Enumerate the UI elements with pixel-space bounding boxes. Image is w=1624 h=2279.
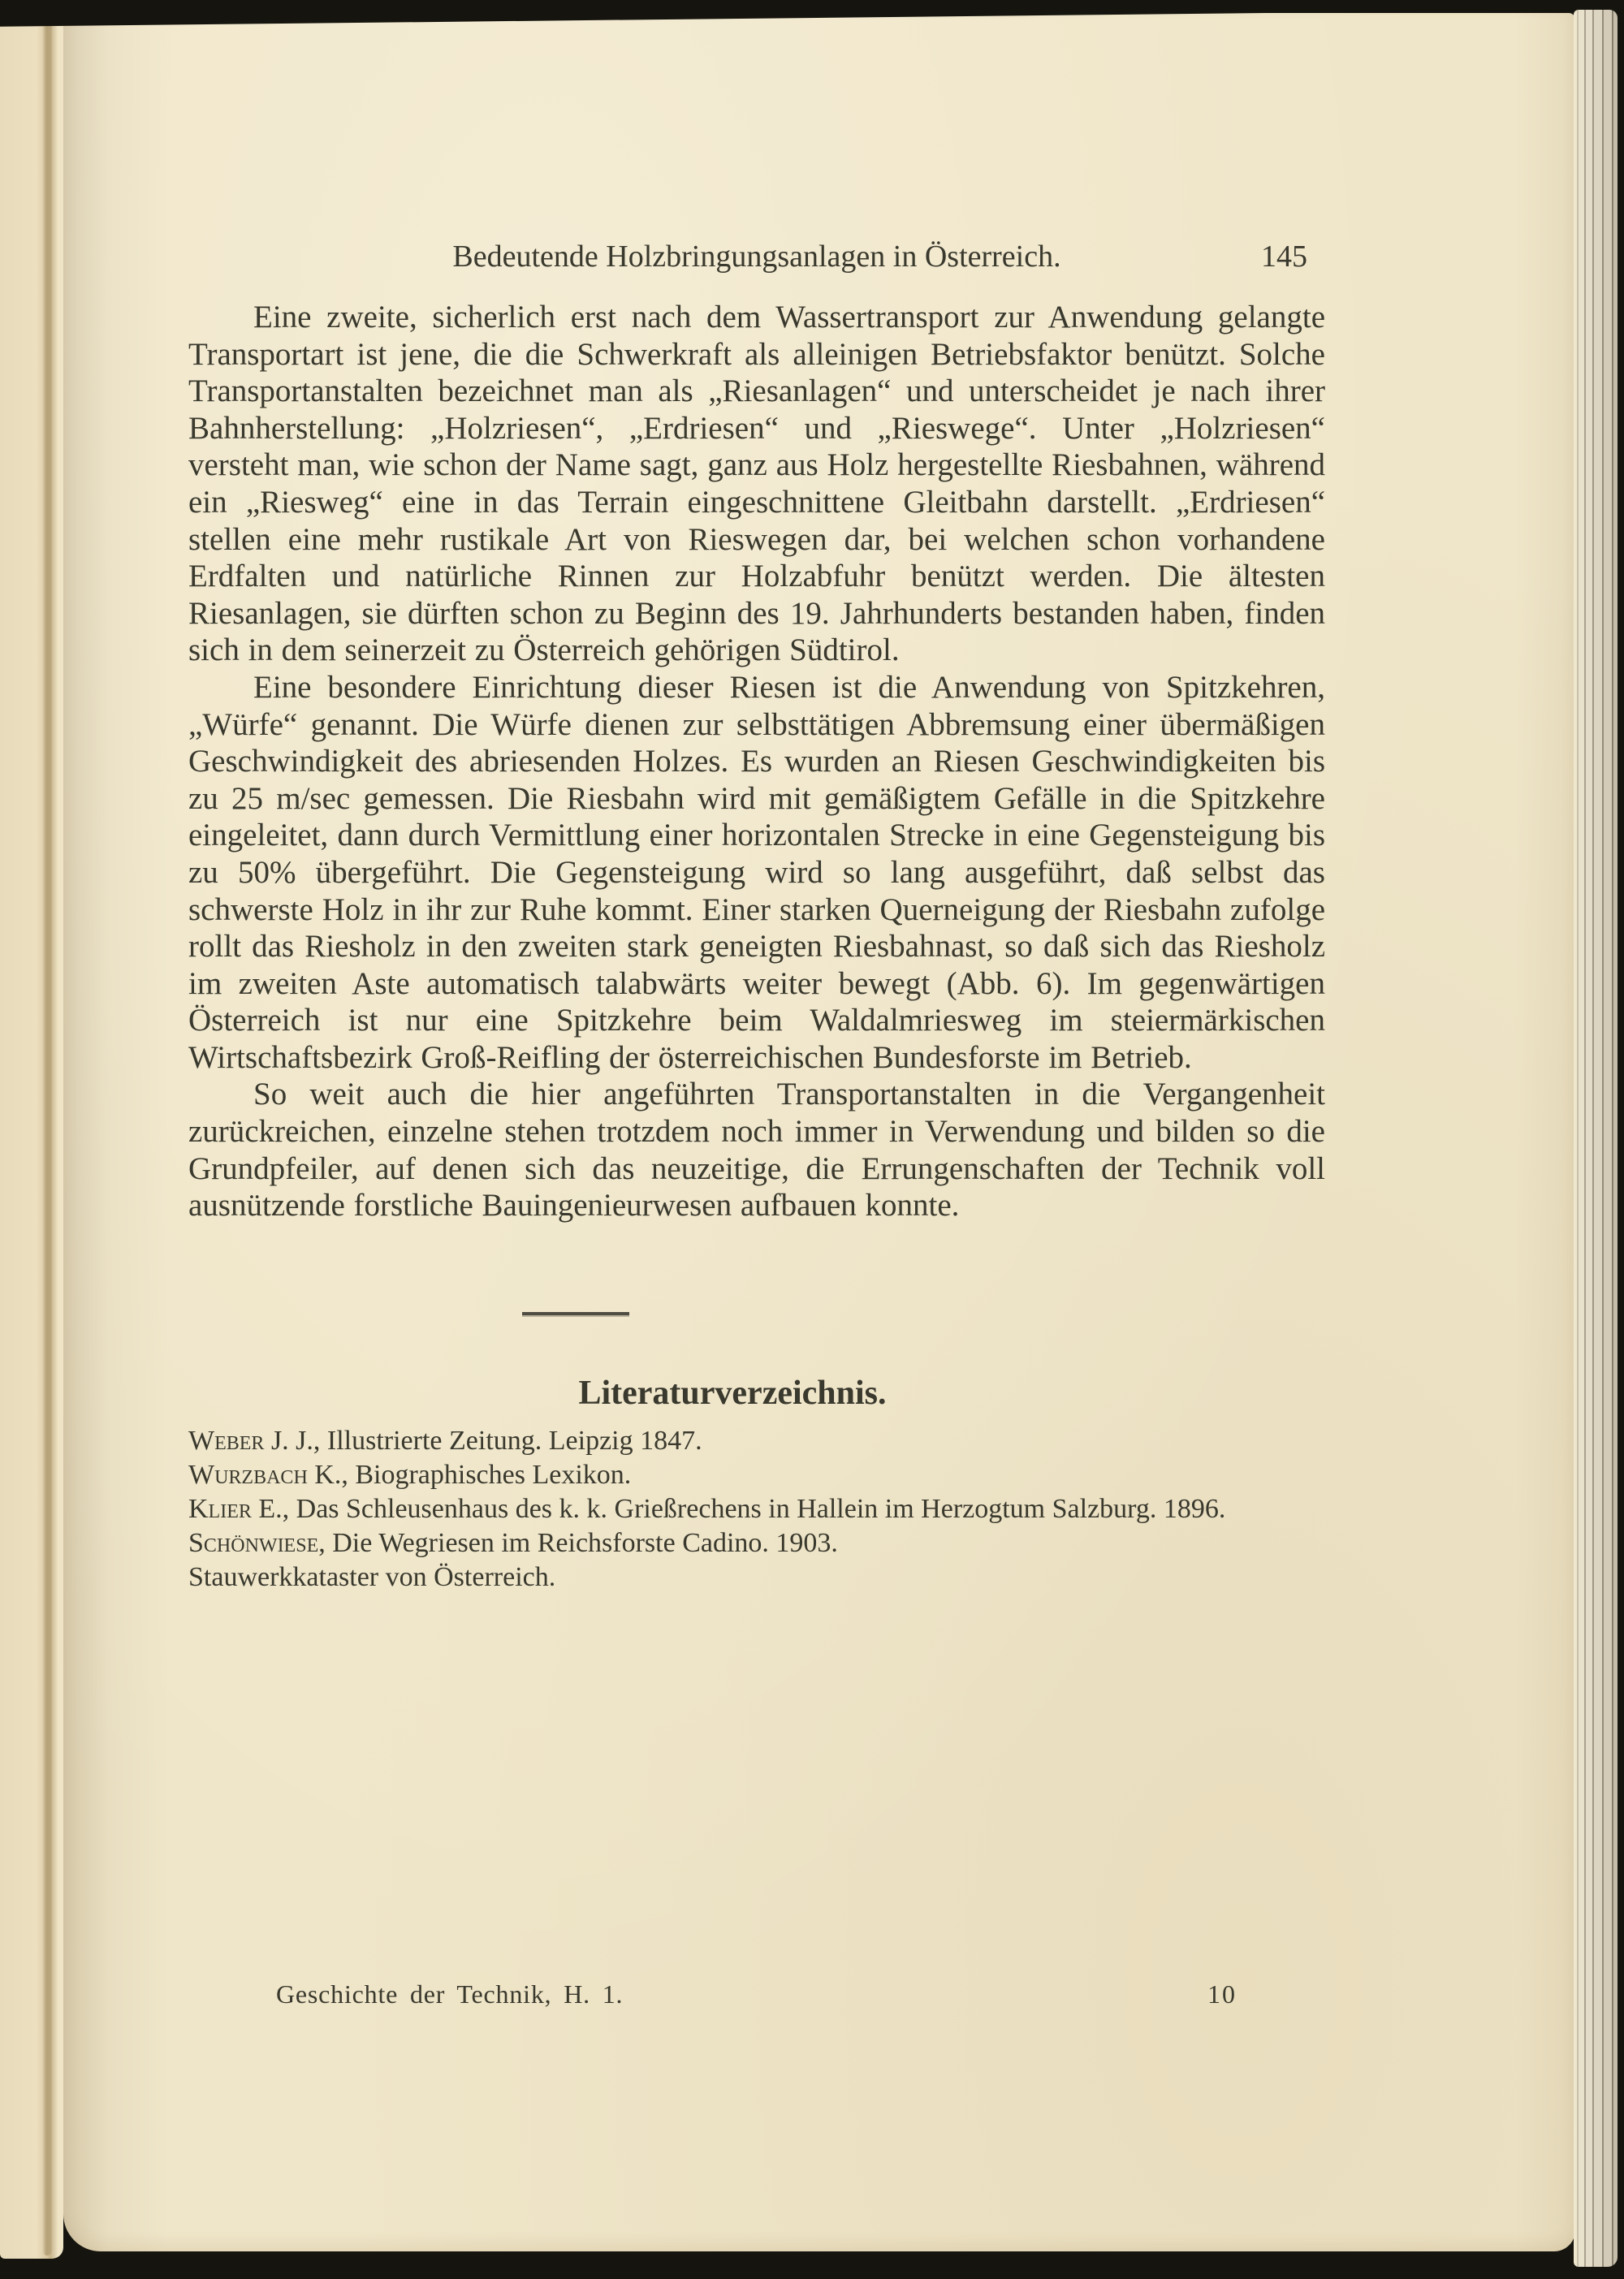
literature-entry	[188, 1560, 1332, 1595]
page-edge-stack	[1574, 10, 1618, 2267]
entry-text: E., Das Schleusenhaus des k. k. Grießrechens in Hallein im Herzogtum Salzburg. 1896.	[251, 1494, 1226, 1524]
author-name: Wurzbach	[188, 1460, 308, 1490]
entry-text: K., Biographisches Lexikon.	[307, 1460, 632, 1490]
entry-text: J. J., Illustrierte Zeitung. Leipzig 1847.	[264, 1426, 702, 1456]
paragraph-1: Eine zweite, sicherlich erst nach dem Wassertransport zur Anwendung gelangte Transportart ist jene, die die Schwerkraft als alleinigen Betriebsfaktor benützt. Solche Transportanstalten bezeichnet man als „Riesanlagen“ und unterscheidet je nach ihrer Bahnherstellung: „Holzriesen“, „Erdriesen“ und „Rieswege“. Unter „Holzriesen“ versteht man, wie schon der Name sagt, ganz aus Holz hergestellte Riesbahnen, während ein „Riesweg“ eine in das Terrain eingeschnittene Gleitbahn darstellt. „Erdriesen“ stellen eine mehr rustikale Art von Rieswegen dar, bei welchen schon vorhandene Erdfalten und natürliche Rinnen zur Holzabfuhr benützt werden. Die ältesten Riesanlagen, sie dürften schon zu Beginn des 19. Jahrhunderts bestanden haben, finden sich in dem seinerzeit zu Österreich gehörigen Südtirol.	[188, 300, 1325, 668]
literature-list	[188, 1424, 1332, 1595]
literature-entry	[188, 1458, 1332, 1492]
entry-text: Stauwerkkataster von Österreich.	[188, 1562, 556, 1592]
author-name: Klier	[188, 1494, 252, 1524]
book-gutter	[42, 21, 52, 2255]
body-text	[188, 299, 1325, 1224]
running-head-title: Bedeutende Holzbringungsanlagen in Österreich.	[452, 240, 1061, 274]
paragraph-3: So weit auch die hier angeführten Transportanstalten in die Vergangenheit zurückreichen, einzelne stehen trotzdem noch immer in Verwendung und bilden so die Grundpfeiler, auf denen sich das neuzeitige, die Errungenschaften der Technik voll ausnützende forstliche Bauingenieurwesen aufbauen konnte.	[188, 1077, 1325, 1224]
page-145	[63, 13, 1575, 2251]
literature-heading: Literaturverzeichnis.	[578, 1375, 887, 1412]
page-footer	[188, 1978, 1325, 2010]
literature-entry	[188, 1492, 1332, 1526]
page-number: 145	[1261, 240, 1307, 274]
running-head	[188, 239, 1325, 274]
author-name: Schönwiese	[188, 1528, 319, 1558]
paragraph-2: Eine besondere Einrichtung dieser Riesen ist die Anwendung von Spitzkehren, „Würfe“ genannt. Die Würfe dienen zur selbsttätigen Abbremsung einer übermäßigen Geschwindigkeit des abriesenden Holzes. Es wurden an Riesen Geschwindigkeiten bis zu 25 m/sec gemessen. Die Riesbahn wird mit gemäßigtem Gefälle in die Spitzkehre eingeleitet, dann durch Vermittlung einer horizontalen Strecke in eine Gegensteigung bis zu 50% übergeführt. Die Gegensteigung wird so lang ausgeführt, daß selbst das schwerste Holz in ihr zur Ruhe kommt. Einer starken Querneigung der Riesbahn zufolge rollt das Riesholz in den zweiten stark geneigten Riesbahnast, so daß sich das Riesholz im zweiten Aste automatisch talabwärts weiter bewegt (Abb. 6). Im gegenwärtigen Österreich ist nur eine Spitzkehre beim Waldalmriesweg im steiermärkischen Wirtschaftsbezirk Groß-Reifling der österreichischen Bundesforste im Betrieb.	[188, 669, 1325, 1075]
sheet-number: 10	[1207, 1979, 1237, 2009]
adjacent-page-edge	[0, 19, 63, 2259]
literature-entry	[188, 1526, 1332, 1560]
series-signature: Geschichte der Technik, H. 1.	[276, 1979, 624, 2009]
author-name: Weber	[188, 1426, 265, 1456]
entry-text: , Die Wegriesen im Reichsforste Cadino. 1903.	[318, 1528, 838, 1558]
literature-entry	[188, 1424, 1332, 1458]
section-divider	[522, 1312, 629, 1315]
